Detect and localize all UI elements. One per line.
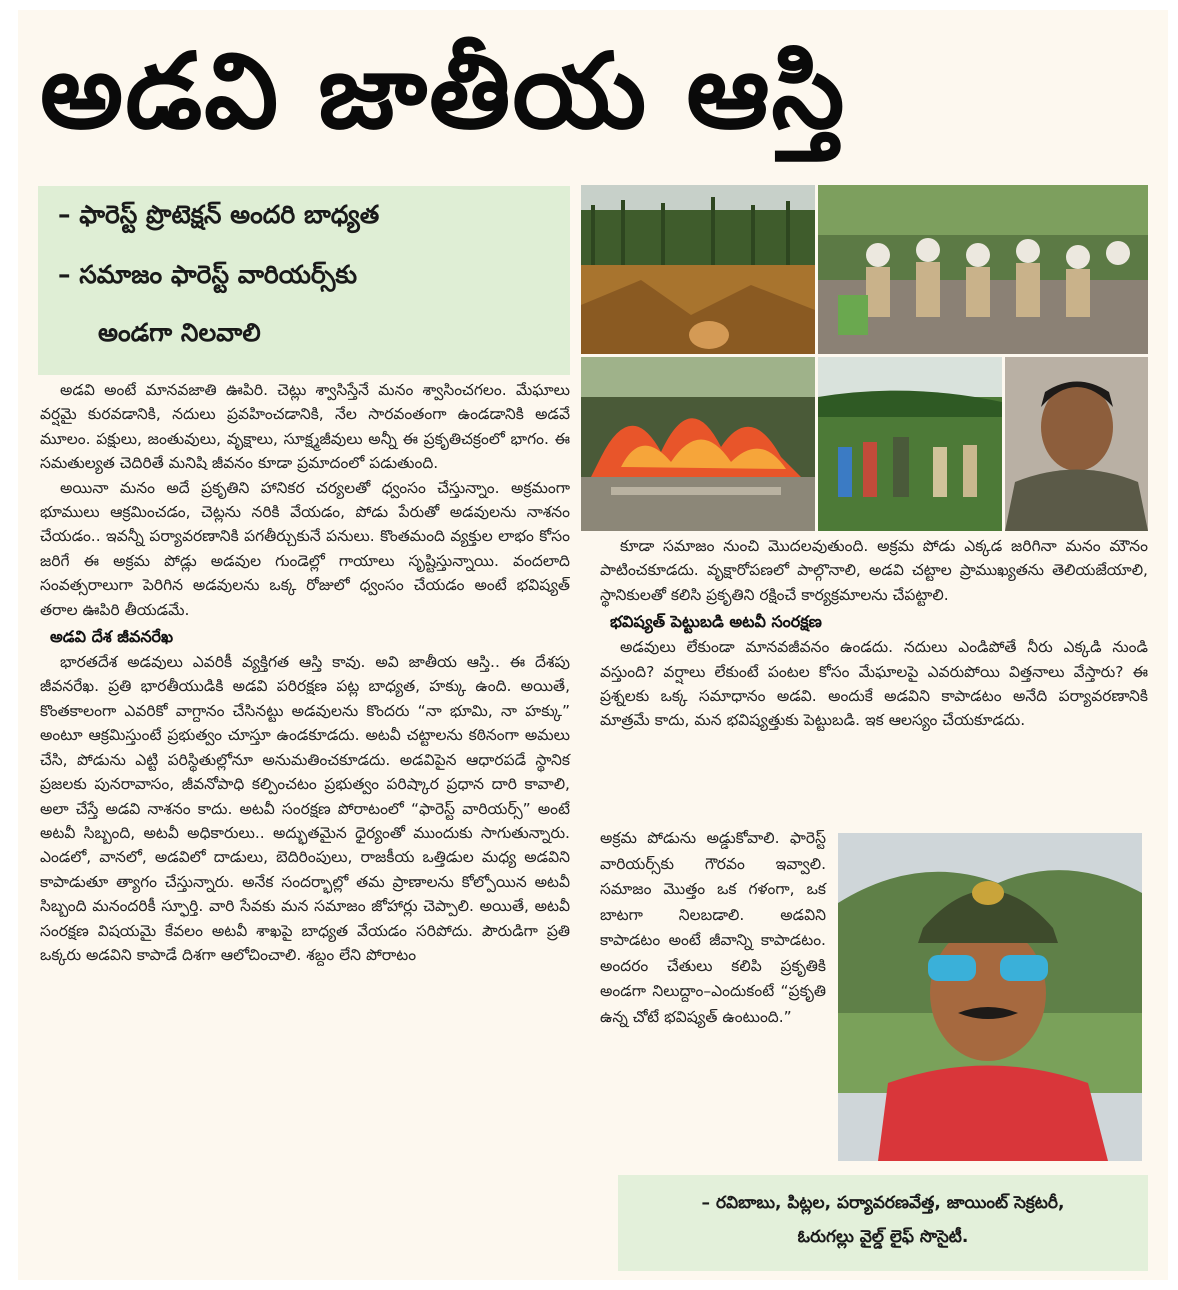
left-paragraph-1: అడవి అంటే మానవజాతి ఊపిరి. చెట్లు శ్వాసిస్తేనే మనం శ్వాసించగలం. మేఘాలు వర్షమై కురవడానికి, నదులు ప్రవహించడానికి, నేల సారవంతంగా ఉండడానికి అడవే మూలం. పక్షులు, జంతువులు, వృక్షాలు, సూక్ష్మజీవులు అన్నీ ఈ ప్రకృతిచక్రంలో భాగం. ఈ సమతుల్యత చెదిరితే మనిషి జీవనం కూడా ప్రమాదంలో పడుతుంది. [40, 381, 570, 473]
newspaper-page [18, 10, 1168, 1280]
photo-forest-officials-meeting [818, 185, 1148, 354]
section-heading-lifeline: అడవి దేశ జీవనరేఖ [50, 627, 174, 647]
byline-box [618, 1175, 1148, 1271]
left-paragraph-3: భారతదేశ అడవులు ఎవరికీ వ్యక్తిగత ఆస్తి కావు. అవి జాతీయ ఆస్తి.. ఈ దేశపు జీవనరేఖ. ప్రతి భారతీయుడికి అడవి పరిరక్షణ పట్ల బాధ్యత, హక్కు ఉంది. అయితే, కొంతకాలంగా ఎవరికో వాగ్దానం చేసినట్టు అడవులను కొందరు “నా భూమి, నా హక్కు” అంటూ ఆక్రమిస్తుంటే ప్రభుత్వం చూస్తూ ఉండకూడదు. అటవీ చట్టాలను కఠినంగా అమలు చేసి, పోడును ఎట్టి పరిస్థితుల్లోనూ అనుమతించకూడదు. అడవిపైన ఆధారపడే స్థానిక ప్రజలకు పునరావాసం, జీవనోపాధి కల్పించటం ప్రభుత్వం పరిష్కార ప్రధాన దారి కావాలి, అలా చేస్తే అడవి నాశనం కాదు. అటవీ సంరక్షణ పోరాటంలో “ఫారెస్ట్ వారియర్స్” అంటే అటవీ సిబ్బంది, అటవీ అధికారులు.. అద్భుతమైన ధైర్యంతో ముందుకు సాగుతున్నారు. ఎండలో, వానలో, అడవిలో దాడులు, బెదిరింపులు, రాజకీయ ఒత్తిడుల మధ్య అడవిని కాపాడుతూ త్యాగం చేస్తున్నారు. అనేక సందర్భాల్లో తమ ప్రాణాలను కోల్పోయిన అటవీ సిబ్బంది మనందరికీ స్ఫూర్తి. వారి సేవకు మన సమాజం జోహార్లు చెప్పాలి. అయితే, అటవీ సంరక్షణ విషయమై కేవలం అటవీ శాఖపై బాధ్యత వేయడం సరిపోదు. పౌరుడిగా ప్రతి ఒక్కరు అడవిని కాపాడే దిశగా ఆలోచించాలి. శబ్దం లేని పోరాటం [40, 653, 570, 964]
right-paragraph-1: కూడా సమాజం నుంచి మొదలవుతుంది. అక్రమ పోడు ఎక్కడ జరిగినా మనం మౌనం పాటించకూడదు. వృక్షారోపణలో పాల్గొనాలి, అడవి చట్టాల ప్రాముఖ్యతను తెలియజేయాలి, స్థానికులతో కలిసి ప్రకృతిని రక్షించే కార్యక్రమాలను చేపట్టాలి. [600, 537, 1148, 604]
section-heading-future-investment: భవిష్యత్ పెట్టుబడి అటవీ సంరక్షణ [610, 612, 822, 632]
photo-deforestation [581, 185, 815, 354]
photo-injured-forest-officer [1005, 357, 1148, 531]
right-paragraph-2: అడవులు లేకుండా మానవజీవనం ఉండదు. నదులు ఎండిపోతే నీరు ఎక్కడి నుండి వస్తుంది? వర్షాలు లేకుంటే పంటల కోసం మేఘాలపై ఎవరుపోయి విత్తనాలు వేస్తారు? ఈ ప్రశ్నలకు ఒక్క సమాధానం అడవి. అందుకే అడవిని కాపాడటం అనేది పర్యావరణానికి మాత్రమే కాదు, మన భవిష్యత్తుకు పెట్టుబడి. ఇక ఆలస్యం చేయకూడదు. [600, 638, 1148, 730]
byline-author: – రవిబాబు, పిట్లల, పర్యావరణవేత్త, జాయింట్ సెక్రటరీ, [701, 1193, 1065, 1213]
left-column [40, 378, 570, 967]
subheading-2: – సమాజం ఫారెస్ట్ వారియర్స్‌కు [58, 260, 358, 289]
left-paragraph-2: అయినా మనం అదే ప్రకృతిని హానికర చర్యలతో ధ్వంసం చేస్తున్నాం. అక్రమంగా భూములు ఆక్రమించడం, చెట్లను నరికి వేయడం, పోడు పేరుతో అడవులను నాశనం చేయడం.. ఇవన్నీ పర్యావరణానికి పగతీర్చుకునే పనులు. కొంతమంది వ్యక్తుల లాభం కోసం జరిగే ఈ అక్రమ పోడ్లు అడవుల గుండెల్లో గాయాలు సృష్టిస్తున్నాయి. వందలాది సంవత్సరాలుగా పెరిగిన అడవులను ఒక్క రోజులో ధ్వంసం చేయడం అంటే భవిష్యత్ తరాల ఊపిరి తీయడమే. [40, 478, 570, 619]
photo-forest-fire [581, 357, 815, 531]
subheading-1: – ఫారెస్ట్ ప్రొటెక్షన్ అందరి బాధ్యత [58, 200, 380, 229]
right-column [600, 534, 1148, 733]
photo-villagers-confrontation [818, 357, 1002, 531]
subheading-3: అండగా నిలవాలి [98, 318, 261, 347]
subheading-box [38, 186, 570, 375]
right-paragraph-3: అక్రమ పోడును అడ్డుకోవాలి. ఫారెస్ట్ వారియర్స్‌కు గౌరవం ఇవ్వాలి. సమాజం మొత్తం ఒక గళంగా, ఒక బాటగా నిలబడాలి. అడవిని కాపాడటం అంటే జీవాన్ని కాపాడటం. అందరం చేతులు కలిపి ప్రకృతికి అండగా నిలుద్దాం–ఎందుకంటే “ప్రకృతి ఉన్న చోటే భవిష్యత్ ఉంటుంది.” [600, 829, 826, 1026]
headline: అడవి జాతీయ ఆస్తి [40, 30, 847, 152]
byline-organization: ఓరుగల్లు వైల్డ్ లైఫ్ సొసైటీ. [797, 1227, 969, 1247]
photo-author [838, 833, 1142, 1161]
right-narrow-column [600, 826, 826, 1030]
